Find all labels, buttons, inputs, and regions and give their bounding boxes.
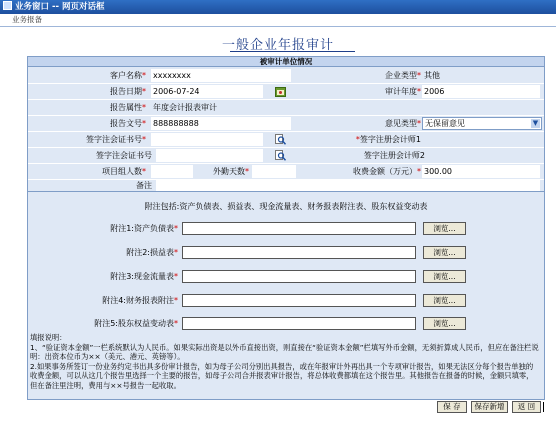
breadcrumb-label: 业务报备 [12, 15, 42, 24]
attachment-row-2 [28, 246, 544, 260]
cpa-cert-no-2-label: 签字注会证书号 [96, 151, 152, 160]
cpa-cert-no-1-field[interactable] [151, 133, 263, 146]
back-button[interactable]: 返 回 [512, 401, 541, 413]
search-icon[interactable] [275, 150, 286, 161]
attachment-file-input-4[interactable] [182, 294, 416, 307]
title-underline [230, 51, 355, 52]
fee-field[interactable]: 300.00 [422, 165, 540, 178]
required-mark: * [245, 167, 249, 176]
company-type-value: 其他 [424, 71, 440, 80]
attachment-row-5 [28, 317, 544, 331]
required-mark: * [142, 135, 146, 144]
attachment-row-4 [28, 294, 544, 308]
attachment-label-2: 附注2:损益表 [126, 248, 174, 257]
required-mark: * [142, 87, 146, 96]
required-mark: * [417, 71, 421, 80]
company-type-label: 企业类型 [385, 71, 417, 80]
row-cpa-1 [28, 132, 544, 148]
help-title: 填报说明： [30, 333, 67, 342]
chevron-down-icon[interactable]: ▼ [532, 119, 539, 127]
report-date-field[interactable]: 2006-07-24 [151, 85, 263, 98]
browse-button-3[interactable]: 浏览... [423, 270, 466, 283]
team-size-label: 项目组人数 [102, 167, 142, 176]
search-icon[interactable] [275, 134, 286, 145]
required-mark: * [142, 103, 146, 112]
section-divider [28, 191, 544, 192]
browse-button-1[interactable]: 浏览... [423, 222, 466, 235]
required-mark: * [355, 135, 360, 144]
required-mark: * [174, 296, 178, 305]
required-mark: * [142, 167, 146, 176]
required-mark: * [142, 71, 146, 80]
opinion-type-value: 无保留意见 [425, 119, 465, 128]
report-no-field[interactable]: 888888888 [151, 117, 291, 130]
row-report-attr [28, 100, 544, 116]
required-mark: * [417, 87, 421, 96]
team-size-field[interactable] [151, 165, 193, 178]
attachments-note: 附注包括:资产负债表、损益表、现金流量表、财务报表附注表、股东权益变动表 [144, 202, 428, 211]
field-days-label: 外勤天数 [213, 167, 245, 176]
section-header: 被审计单位情况 [28, 57, 544, 67]
row-cpa-2 [28, 148, 544, 164]
breadcrumb [0, 14, 556, 27]
remarks-field[interactable] [156, 180, 540, 191]
required-mark: * [174, 248, 178, 257]
field-days-field[interactable] [252, 165, 296, 178]
attachment-file-input-1[interactable] [182, 222, 416, 235]
browse-button-5[interactable]: 浏览... [423, 317, 466, 330]
calendar-icon[interactable] [275, 86, 286, 97]
attachment-label-3: 附注3:现金流量表 [110, 272, 174, 281]
row-customer [28, 68, 544, 84]
required-mark: * [174, 319, 178, 328]
cpa-cert-no-2-field[interactable] [156, 149, 263, 162]
opinion-type-select[interactable] [422, 117, 542, 130]
cpa-cert-no-1-label: 签字注会证书号 [86, 135, 142, 144]
row-team [28, 164, 544, 180]
attachment-label-4: 附注4:财务报表附注 [102, 296, 174, 305]
help-line-2: 2.如果事务所签订一份业务约定书出具多份审计报告，如为母子公司分别出具报告，或在年报审计外再出具一个专项审计报告，如果无法区分每个报告单独的收费金额，可以从这几个报告里选择一个主要的报告，如母子公司合并报表审计报告，将总体收费都填在这个报告里。其他报告在报备的时候，金额只填零，但在备注里注明，费用与××号报告一起收取。 [30, 361, 534, 390]
customer-name-label: 客户名称 [110, 71, 142, 80]
required-mark: * [417, 119, 421, 128]
save-and-new-button[interactable]: 保存新增 [471, 401, 508, 413]
browse-button-2[interactable]: 浏览... [423, 246, 466, 259]
attachment-file-input-5[interactable] [182, 317, 416, 330]
required-mark: * [174, 272, 178, 281]
attachment-row-1 [28, 222, 544, 236]
cpa-2-label: 签字注册会计师2 [363, 151, 425, 160]
customer-name-field[interactable]: xxxxxxxx [151, 69, 291, 82]
browse-button-4[interactable]: 浏览... [423, 294, 466, 307]
report-date-label: 报告日期 [110, 87, 142, 96]
required-mark: * [142, 119, 146, 128]
attachment-file-input-3[interactable] [182, 270, 416, 283]
report-attr-label: 报告属性 [110, 103, 142, 112]
text-cursor [543, 402, 544, 412]
audit-form [27, 56, 545, 400]
remarks-label: 备注 [136, 181, 152, 190]
report-no-label: 报告文号 [110, 119, 142, 128]
help-line-1: 1、“验证资本金额”一栏系统默认为人民币。如果实际出资是以外币直接出资，则直接在“验证资本金额”栏填写外币金额，无须折算成人民币，但应在备注栏说明：出资本位币为××（美元、港元、英镑等）。 [30, 342, 539, 362]
audit-year-label: 审计年度 [385, 87, 417, 96]
report-attr-value: 年度会计报表审计 [153, 103, 217, 112]
help-text [30, 333, 540, 391]
attachment-label-1: 附注1:资产负债表 [110, 224, 174, 233]
window-title-bar [0, 0, 556, 14]
page-title: 一般企业年报审计 [221, 38, 334, 53]
cpa-1-label: 签字注册会计师1 [359, 135, 421, 144]
attachment-file-input-2[interactable] [182, 246, 416, 259]
audit-year-field[interactable]: 2006 [422, 85, 540, 98]
row-report-no [28, 116, 544, 132]
window-title: 业务窗口 -- 网页对话框 [15, 2, 105, 12]
opinion-type-label: 意见类型 [385, 119, 417, 128]
fee-label: 收费金额（万元） [353, 167, 417, 176]
required-mark: * [174, 224, 178, 233]
required-mark: * [417, 167, 421, 176]
attachment-label-5: 附注5:股东权益变动表 [94, 319, 174, 328]
attachment-row-3 [28, 270, 544, 284]
window-icon [3, 1, 12, 10]
save-button[interactable]: 保 存 [437, 401, 467, 413]
row-report-date [28, 84, 544, 100]
